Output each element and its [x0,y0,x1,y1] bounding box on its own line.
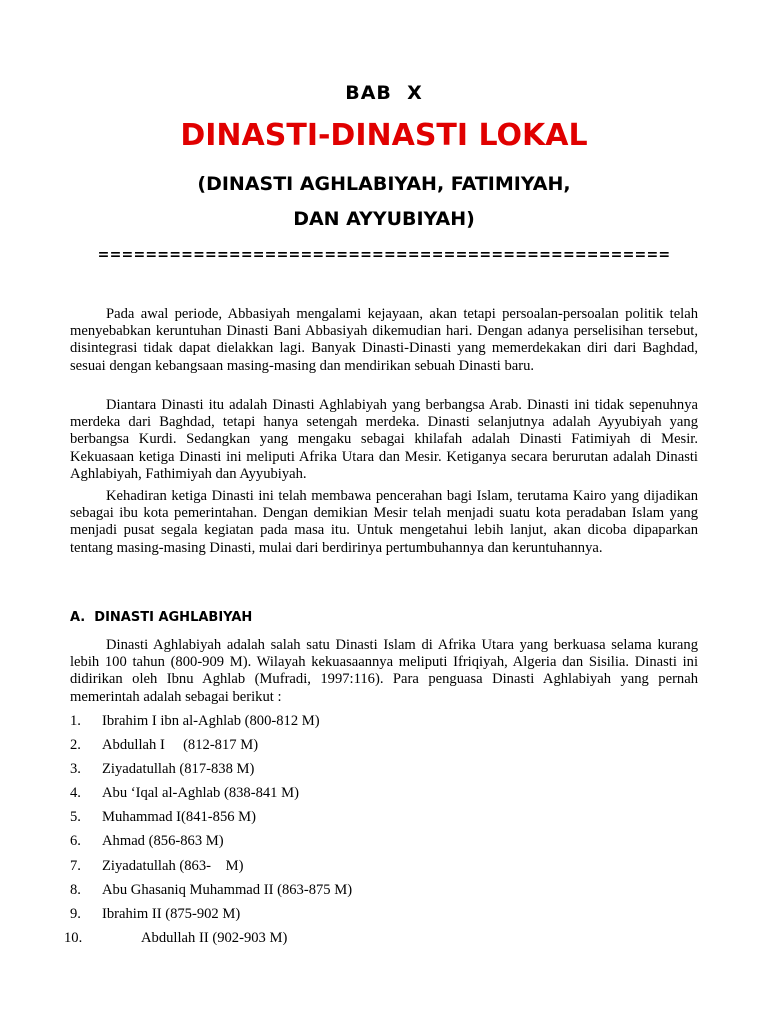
list-item [70,809,698,833]
list-item-text: Ibrahim II (875-902 M) [102,905,241,922]
list-item-text: Ziyadatullah (817-838 M) [102,761,255,778]
list-item [70,713,698,737]
list-item-number: 9. [70,905,81,922]
list-item [70,785,698,809]
list-item-number: 5. [70,809,81,826]
list-item-number: 8. [70,881,81,898]
list-item [70,737,698,761]
list-item-number: 10. [64,929,83,946]
intro-paragraph-1: Pada awal periode, Abbasiyah mengalami kejayaan, akan tetapi persoalan-persoalan politik telah menyebabkan keruntuhan Dinasti Bani Abbasiyah dikemudian hari. Dengan adanya perselisihan tersebut, disintegrasi tidak dapat dielakkan lagi. Banyak Dinasti-Dinasti yang memerdekakan diri dari Baghdad, sesuai dengan kebangsaan masing-masing dan mendirikan sebuah Dinasti baru. [70,306,698,374]
list-item-text: Abdullah I (812-817 M) [102,737,259,754]
list-item-text: Muhammad I(841-856 M) [102,809,257,826]
list-item [70,906,698,930]
rulers-list [64,713,698,954]
section-paragraph: Dinasti Aghlabiyah adalah salah satu Dinasti Islam di Afrika Utara yang berkuasa selama kurang lebih 100 tahun (800-909 M). Wilayah kekuasaannya meliputi Ifriqiyah, Algeria dan Sisilia. Dinasti ini didirikan oleh Ibnu Aghlab (Mufradi, 1997:116). Para penguasa Dinasti Aghlabiyah yang pernah memerintah adalah sebagai berikut : [70,637,698,705]
list-item-number: 4. [70,785,81,802]
intro-paragraph-3: Kehadiran ketiga Dinasti ini telah membawa pencerahan bagi Islam, terutama Kairo yang dijadikan sebagai ibu kota pemerintahan. Dengan demikian Mesir telah menjadi suatu kota peradaban Islam yang menjadi pusat segala kegiatan pada masa itu. Untuk mengetahui lebih lanjut, akan dicoba dipaparkan tentang masing-masing Dinasti, mulai dari berdirinya pertumbuhannya dan keruntuhannya. [70,488,698,556]
list-item-text: Ahmad (856-863 M) [102,833,224,850]
list-item-text: Abu Ghasaniq Muhammad II (863-875 M) [102,881,353,898]
chapter-number: BAB X [345,82,423,104]
section-heading: A. DINASTI AGHLABIYAH [70,610,253,625]
list-item-text: Ziyadatullah (863- M) [102,857,244,874]
chapter-title: DINASTI-DINASTI LOKAL [180,118,588,153]
list-item-number: 3. [70,761,81,778]
list-item-number: 6. [70,833,81,850]
list-item-text: Abu ‘Iqal al-Aghlab (838-841 M) [102,785,299,802]
list-item [64,930,698,954]
intro-paragraph-2: Diantara Dinasti itu adalah Dinasti Aghlabiyah yang berbangsa Arab. Dinasti ini tidak sepenuhnya merdeka dari Baghdad, tetapi hanya setengah merdeka. Dinasti selanjutnya adalah Ayyubiyah yang berbangsa Kurdi. Sedangkan yang mengaku sebagai khilafah adalah Dinasti Fatimiyah di Mesir. Kekuasaan ketiga Dinasti ini meliputi Afrika Utara dan Mesir. Ketiganya secara berurutan adalah Dinasti Aghlabiyah, Fathimiyah dan Ayyubiyah. [70,397,698,482]
chapter-subtitle-line-2: DAN AYYUBIYAH) [293,208,475,230]
list-item-number: 2. [70,737,81,754]
list-item [70,882,698,906]
list-item-number: 7. [70,857,81,874]
list-item-text: Abdullah II (902-903 M) [141,929,288,946]
list-item [70,833,698,857]
separator-line: ================================================ [97,247,671,263]
list-item-number: 1. [70,713,81,729]
chapter-subtitle-line-1: (DINASTI AGHLABIYAH, FATIMIYAH, [197,173,571,195]
list-item [70,761,698,785]
list-item-text: Ibrahim I ibn al-Aghlab (800-812 M) [102,713,320,729]
list-item [70,858,698,882]
